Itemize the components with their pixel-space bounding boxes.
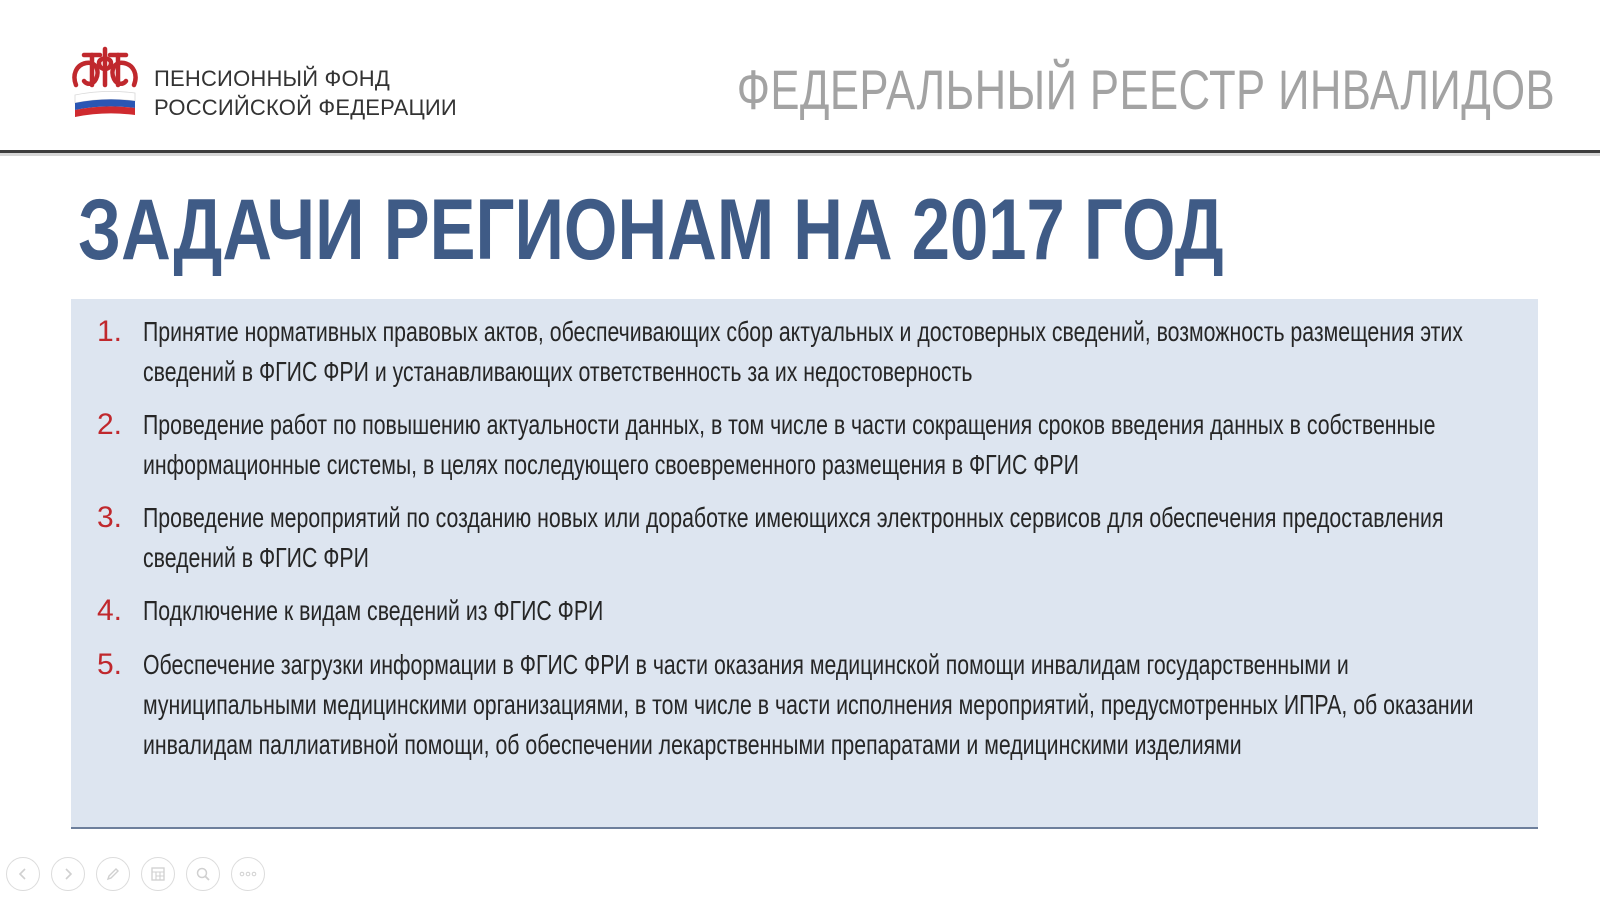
- next-slide-button[interactable]: [51, 857, 85, 891]
- task-text: Проведение работ по повышению актуальности данных, в том числе в части сокращения сроков введения данных в собственные информационные системы, в целях последующего своевременного размещения в ФГИС ФРИ: [143, 409, 1436, 480]
- task-text: Обеспечение загрузки информации в ФГИС ФРИ в части оказания медицинской помощи инвалидам государственными и муниципальными медицинскими организациями, в том числе в части исполнения мероприятий, предусмотренных ИПРА, об оказании инвалидам паллиативной помощи, об обеспечении лекарственными препаратами и медицинскими изделиями: [143, 649, 1474, 760]
- task-text: Принятие нормативных правовых актов, обеспечивающих сбор актуальных и достоверных сведений, возможность размещения этих сведений в ФГИС ФРИ и устанавливающих ответственность за их недостоверность: [143, 316, 1463, 387]
- header-divider-shadow: [0, 153, 1600, 156]
- organization-name: [154, 64, 457, 122]
- task-number: 1.: [97, 315, 123, 348]
- tasks-panel: [71, 299, 1538, 829]
- presentation-toolbar: [6, 857, 265, 893]
- arrow-right-icon: [61, 867, 75, 881]
- slides-view-button[interactable]: [141, 857, 175, 891]
- arrow-left-icon: [16, 867, 30, 881]
- registry-title: ФЕДЕРАЛЬНЫЙ РЕЕСТР ИНВАЛИДОВ: [736, 58, 1555, 121]
- task-number: 4.: [97, 594, 123, 627]
- task-number: 5.: [97, 648, 123, 681]
- slide-header: [0, 0, 1600, 150]
- slides-grid-icon: [150, 866, 166, 882]
- task-text: Проведение мероприятий по созданию новых или доработке имеющихся электронных сервисов для обеспечения предоставления сведений в ФГИС ФРИ: [143, 502, 1444, 573]
- ellipsis-icon: [239, 870, 257, 878]
- magnifier-icon: [195, 866, 211, 882]
- slide-title: ЗАДАЧИ РЕГИОНАМ НА 2017 ГОД: [78, 182, 1224, 278]
- pfr-logo-icon: [70, 45, 140, 117]
- task-text: Подключение к видам сведений из ФГИС ФРИ: [143, 595, 604, 626]
- zoom-button[interactable]: [186, 857, 220, 891]
- task-number: 2.: [97, 408, 123, 441]
- pen-tool-button[interactable]: [96, 857, 130, 891]
- previous-slide-button[interactable]: [6, 857, 40, 891]
- pen-icon: [105, 866, 121, 882]
- task-number: 3.: [97, 501, 123, 534]
- org-name-line-1: ПЕНСИОННЫЙ ФОНД: [154, 66, 390, 91]
- more-options-button[interactable]: [231, 857, 265, 891]
- org-name-line-2: РОССИЙСКОЙ ФЕДЕРАЦИИ: [154, 95, 457, 120]
